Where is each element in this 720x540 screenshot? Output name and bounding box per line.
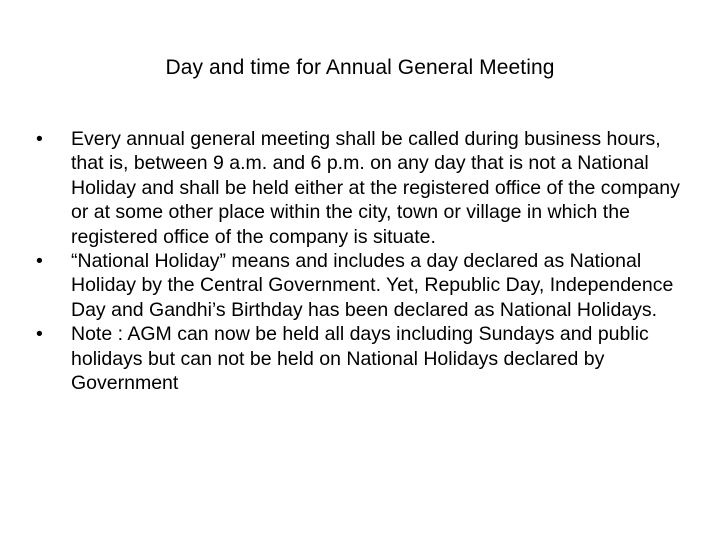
bullet-item-business-hours [36, 127, 686, 249]
bullet-text: “National Holiday” means and includes a day declared as National Holiday by the Central Government. Yet, Republic Day, Independence Day and Gandhi’s Birthday has been declared as National Holidays. [71, 250, 674, 321]
bullet-icon: • [36, 250, 43, 273]
bullet-item-national-holiday [36, 249, 686, 322]
bullet-item-note [36, 322, 686, 395]
bullet-text: Note : AGM can now be held all days including Sundays and public holidays but can not be held on National Holidays declared by Government [71, 323, 649, 395]
bullet-icon: • [36, 323, 43, 346]
bullet-icon: • [36, 128, 43, 150]
bullet-text: Every annual general meeting shall be called during business hours, that is, between 9 a.m. and 6 p.m. on any day that is not a National Holiday and shall be held either at the registered office of the company or at some other place within the city, town or village in which the registered office of the company is situate. [71, 128, 680, 248]
slide-title: Day and time for Annual General Meeting [165, 56, 555, 79]
bullet-list [36, 127, 686, 395]
